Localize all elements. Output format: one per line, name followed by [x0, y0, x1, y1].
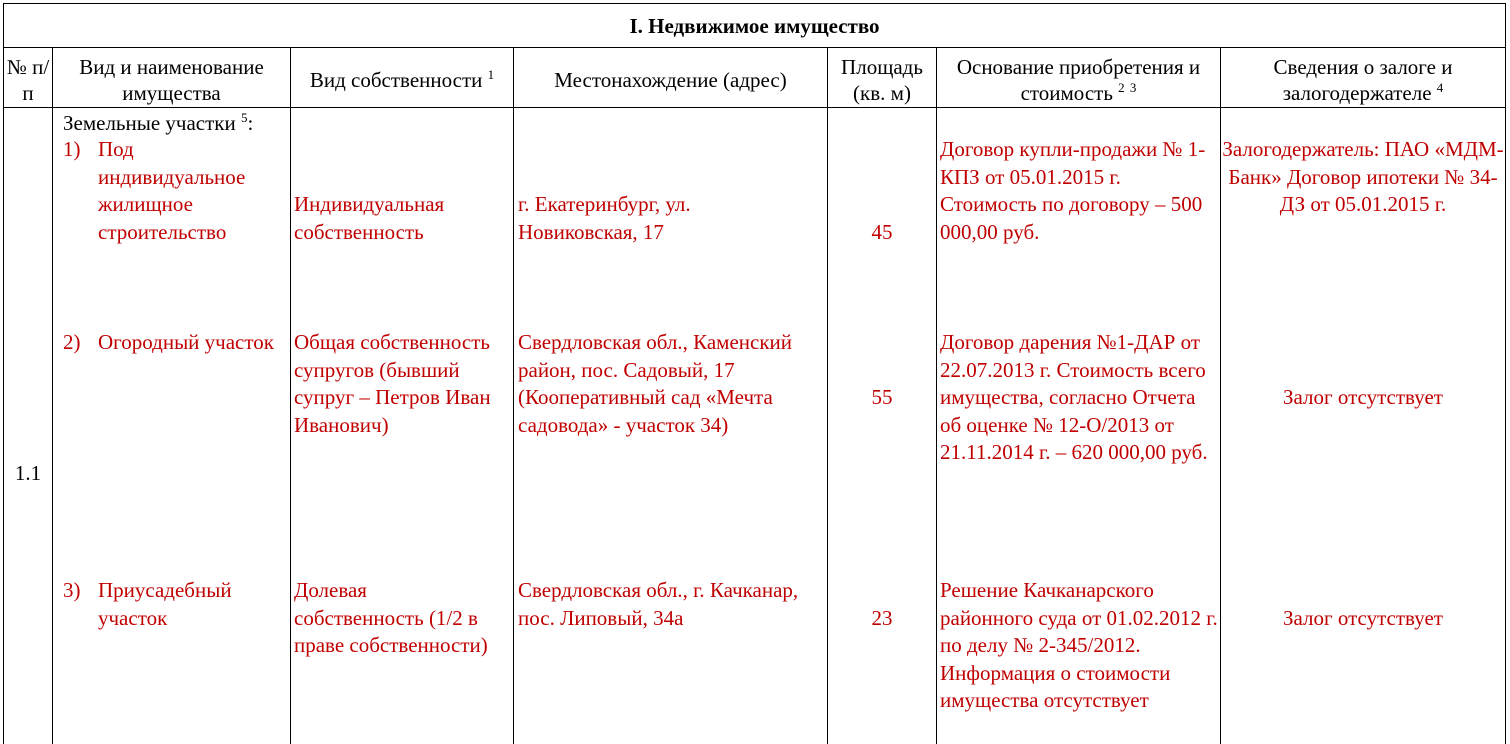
item-ownership: Индивидуальная собственность	[294, 192, 445, 244]
group-label-colon: :	[247, 111, 254, 135]
header-num	[4, 50, 52, 110]
header-pledge-text: Сведения о залоге и залогодержателе	[1273, 55, 1453, 105]
group-label	[63, 110, 253, 136]
item-ownership: Долевая собственность (1/2 в праве собственности)	[294, 578, 488, 658]
header-basis-text: Основание приобретения и стоимость	[956, 55, 1201, 105]
header-area	[828, 50, 936, 110]
header-location	[514, 50, 827, 110]
col-divider	[936, 48, 937, 744]
item-location: Свердловская обл., г. Качканар, пос. Липовый, 34а	[518, 578, 799, 630]
header-basis	[937, 50, 1220, 110]
item-basis: Договор дарения №1-ДАР от 22.07.2013 г. Стоимость всего имущества, согласно Отчета об оценке № 12-О/2013 от 21.11.2014 г. – 620 000,00 руб.	[940, 330, 1208, 465]
col-divider	[52, 48, 53, 744]
item-area: 55	[871, 385, 893, 409]
footnote-mark: 5	[241, 110, 248, 125]
header-ownership	[291, 50, 513, 110]
header-ownership-text: Вид собственности	[309, 68, 483, 92]
header-kind-text: Вид и наименование имущества	[79, 55, 264, 105]
header-area-text: Площадь (кв. м)	[841, 55, 923, 105]
footnote-mark: 1	[487, 67, 495, 82]
footnote-mark: 2	[1118, 80, 1125, 95]
item-basis: Договор купли-продажи № 1-КПЗ от 05.01.2015 г. Стоимость по договору – 500 000,00 руб.	[940, 137, 1206, 244]
item-location: г. Екатеринбург, ул. Новиковская, 17	[518, 192, 691, 244]
table-title: I. Недвижимое имущество	[4, 4, 1505, 48]
footnote-mark: 4	[1436, 80, 1444, 95]
group-label-text: Земельные участки	[63, 111, 236, 135]
header-num-text: № п/п	[6, 55, 50, 105]
item-area: 45	[871, 220, 893, 244]
item-index: 1)	[63, 137, 81, 161]
item-pledge: Залог отсутствует	[1283, 385, 1443, 409]
footnote-mark: 3	[1129, 80, 1137, 95]
item-basis: Решение Качканарского районного суда от 01.02.2012 г. по делу № 2-345/2012. Информация о стоимости имущества отсутствует	[940, 578, 1218, 713]
item-name: Под индивидуальное жилищное строительство	[98, 137, 246, 244]
item-name: Огородный участок	[98, 330, 274, 354]
property-table	[3, 3, 1506, 744]
item-index: 2)	[63, 330, 81, 354]
item-ownership: Общая собственность супругов (бывший супруг – Петров Иван Иванович)	[294, 330, 491, 437]
header-pledge	[1221, 50, 1505, 110]
col-divider	[290, 48, 291, 744]
item-pledge: Залогодержатель: ПАО «МДМ-Банк» Договор ипотеки № 34-ДЗ от 05.01.2015 г.	[1222, 137, 1504, 217]
row-number: 1.1	[14, 461, 42, 485]
col-divider	[513, 48, 514, 744]
header-kind	[53, 50, 290, 110]
item-location: Свердловская обл., Каменский район, пос. Садовый, 17 (Кооперативный сад «Мечта садовода» - участок 34)	[518, 330, 793, 437]
item-name: Приусадебный участок	[98, 578, 232, 630]
item-index: 3)	[63, 578, 81, 602]
item-pledge: Залог отсутствует	[1283, 606, 1443, 630]
item-area: 23	[871, 606, 893, 630]
header-location-text: Местонахождение (адрес)	[554, 68, 787, 92]
